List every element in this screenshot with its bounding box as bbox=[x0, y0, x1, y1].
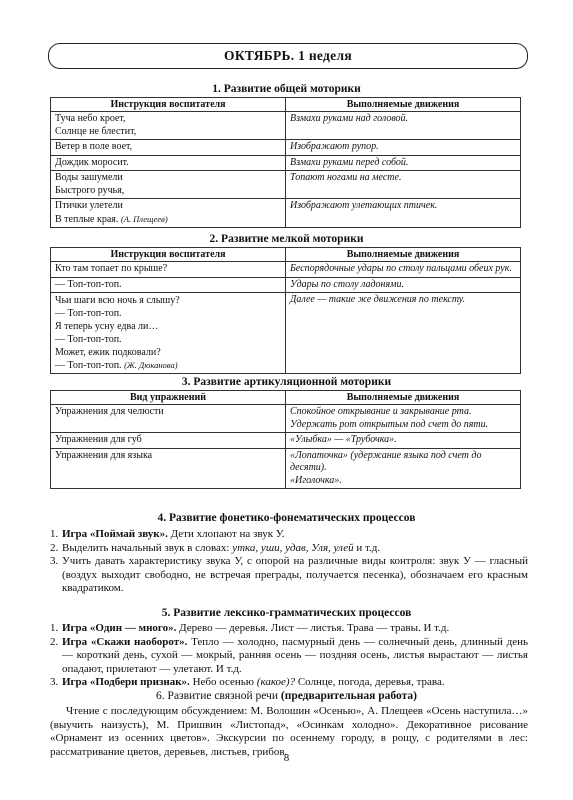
table-row bbox=[51, 155, 521, 171]
item-text-italic: (какое)? bbox=[256, 676, 296, 688]
item-text: Выделить начальный звук в словах: bbox=[62, 541, 233, 554]
cell-text: Беспорядочные удары по столу пальцами обеих рук. bbox=[286, 262, 521, 278]
cell-text: Солнце не блестит, bbox=[55, 125, 137, 137]
list-item bbox=[50, 676, 528, 690]
item-text: Солнце, погода, деревья, трава. bbox=[295, 676, 445, 688]
cell-text: — Топ-топ-топ. bbox=[55, 360, 122, 371]
table-row bbox=[51, 293, 521, 374]
item-text: и т.д. bbox=[353, 541, 381, 554]
section-5-list bbox=[50, 622, 528, 690]
table-row bbox=[51, 405, 521, 433]
item-text: Тепло — холодно, пасмурный день — солнечный день, длинный день — короткий день, сухой — мокрый, ранняя осень — поздняя осень, листья вырастают — листья опадают, прилетают — улетают. И т.д. bbox=[62, 635, 529, 675]
list-item bbox=[50, 555, 528, 596]
section-2-title: 2. Развитие мелкой моторики bbox=[209, 233, 364, 245]
source-citation: (Ж. Дюканова) bbox=[124, 360, 178, 370]
section-5-title: 5. Развитие лексико-грамматических процессов bbox=[161, 607, 412, 619]
item-text-italic: утка, уши, удав, Уля, улей bbox=[232, 541, 354, 554]
cell-text: «Улыбка» — «Трубочка». bbox=[286, 433, 521, 449]
cell-text: Упражнения для губ bbox=[51, 433, 286, 449]
column-header: Инструкция воспитателя bbox=[51, 98, 286, 112]
list-item bbox=[50, 542, 528, 556]
cell-text: Взмахи руками над головой. bbox=[286, 112, 521, 140]
section-3-title: 3. Развитие артикуляционной моторики bbox=[181, 376, 392, 388]
table-row bbox=[51, 112, 521, 140]
item-number: 3. bbox=[50, 555, 59, 567]
cell-text: Упражнения для языка bbox=[51, 448, 286, 489]
cell-text: Кто там топает по крыше? bbox=[51, 262, 286, 278]
table-row bbox=[51, 277, 521, 293]
table-row bbox=[51, 262, 521, 278]
cell-text: «Лопаточка» (удержание языка под счет до десяти). bbox=[290, 449, 482, 473]
cell-text: Дождик моросит. bbox=[51, 155, 286, 171]
cell-text: Удары по столу ладонями. bbox=[286, 277, 521, 293]
table-header-row bbox=[51, 391, 521, 405]
list-item bbox=[50, 622, 528, 636]
cell-text: Я теперь усну едва ли… bbox=[55, 321, 159, 332]
column-header: Вид упражнений bbox=[51, 391, 286, 405]
cell-text: Взмахи руками перед собой. bbox=[286, 155, 521, 171]
page-title: ОКТЯБРЬ. 1 неделя bbox=[48, 43, 528, 69]
cell-text: Чьи шаги всю ночь я слышу? bbox=[55, 295, 180, 306]
cell-text: Удержать рот открытым под счет до пяти. bbox=[290, 418, 489, 430]
cell-text: Воды зашумели bbox=[55, 172, 123, 183]
item-text: Дерево — деревья. Лист — листья. Трава — травы. И т.д. bbox=[176, 622, 450, 634]
game-title: Игра «Скажи наоборот». bbox=[62, 635, 188, 648]
item-text: Небо осенью bbox=[189, 676, 257, 688]
table-articulation bbox=[50, 390, 521, 489]
table-header-row bbox=[51, 98, 521, 112]
item-number: 2. bbox=[50, 541, 59, 554]
table-row bbox=[51, 433, 521, 449]
source-citation: (А. Плещеев) bbox=[120, 213, 168, 224]
table-row bbox=[51, 171, 521, 199]
item-number: 1. bbox=[50, 622, 59, 634]
cell-text: Птички улетели bbox=[55, 200, 123, 211]
game-title: Игра «Подбери признак». bbox=[62, 676, 190, 688]
cell-text: Упражнения для челюсти bbox=[51, 405, 286, 433]
item-number: 2. bbox=[50, 635, 59, 648]
table-general-motor bbox=[50, 97, 521, 228]
column-header: Выполняемые движения bbox=[286, 98, 521, 112]
table-header-row bbox=[51, 248, 521, 262]
list-item bbox=[50, 636, 528, 677]
cell-text: Спокойное открывание и закрывание рта. bbox=[290, 406, 472, 417]
cell-text: Быстрого ручья, bbox=[55, 184, 125, 196]
table-row bbox=[51, 199, 521, 228]
list-item bbox=[50, 528, 528, 542]
cell-text: Далее — такие же движения по тексту. bbox=[286, 293, 521, 374]
section-4-title: 4. Развитие фонетико-фонематических процессов bbox=[157, 512, 416, 524]
cell-text: Ветер в поле воет, bbox=[51, 140, 286, 156]
cell-text: Изображают рупор. bbox=[286, 140, 521, 156]
item-text: Дети хлопают на звук У. bbox=[167, 528, 285, 540]
table-row bbox=[51, 140, 521, 156]
section-6-title-sub: (предварительная работа) bbox=[278, 690, 417, 702]
game-title: Игра «Поймай звук». bbox=[62, 528, 168, 540]
section-6-title bbox=[0, 690, 573, 702]
table-row bbox=[51, 448, 521, 489]
cell-text: Топают ногами на месте. bbox=[286, 171, 521, 199]
table-fine-motor bbox=[50, 247, 521, 374]
section-6-title-main: 6. Развитие связной речи bbox=[156, 690, 278, 702]
column-header: Выполняемые движения bbox=[286, 248, 521, 262]
page-number: 8 bbox=[283, 752, 290, 764]
section-4-list bbox=[50, 528, 528, 596]
item-number: 1. bbox=[50, 528, 59, 540]
item-text: Учить давать характеристику звука У, с опорой на различные виды контроля: звук У — гласный (воздух выходит свободно, не встречая преграды, получается песенка), обозначаем его красным квадратиком. bbox=[62, 555, 528, 594]
column-header: Выполняемые движения bbox=[286, 391, 521, 405]
cell-text: Туча небо кроет, bbox=[55, 113, 126, 124]
section-6-paragraph: Чтение с последующим обсуждением: М. Волошин «Осенью», А. Плещеев «Осень наступила…» (выучить наизусть), М. Пришвин «Листопад», «Осинкам холодно». Декоративное рисование «Орнамент из осенних цветов». Экскурсии по осеннему городу, в рощу, с родителями в лес: рассматривание цветов, деревьев, листьев, грибов. bbox=[50, 705, 528, 758]
cell-text: — Топ-топ-топ. bbox=[51, 277, 286, 293]
cell-text: — Топ-топ-топ. bbox=[55, 334, 122, 345]
game-title: Игра «Один — много». bbox=[62, 622, 177, 634]
item-number: 3. bbox=[50, 676, 59, 688]
cell-text: В теплые края. bbox=[55, 213, 119, 225]
cell-text: — Топ-топ-топ. bbox=[55, 308, 122, 319]
column-header: Инструкция воспитателя bbox=[51, 248, 286, 262]
cell-text: Изображают улетающих птичек. bbox=[286, 199, 521, 228]
cell-text: Может, ежик подковали? bbox=[55, 347, 161, 358]
section-1-title: 1. Развитие общей моторики bbox=[212, 83, 361, 95]
cell-text: «Иголочка». bbox=[290, 474, 342, 486]
